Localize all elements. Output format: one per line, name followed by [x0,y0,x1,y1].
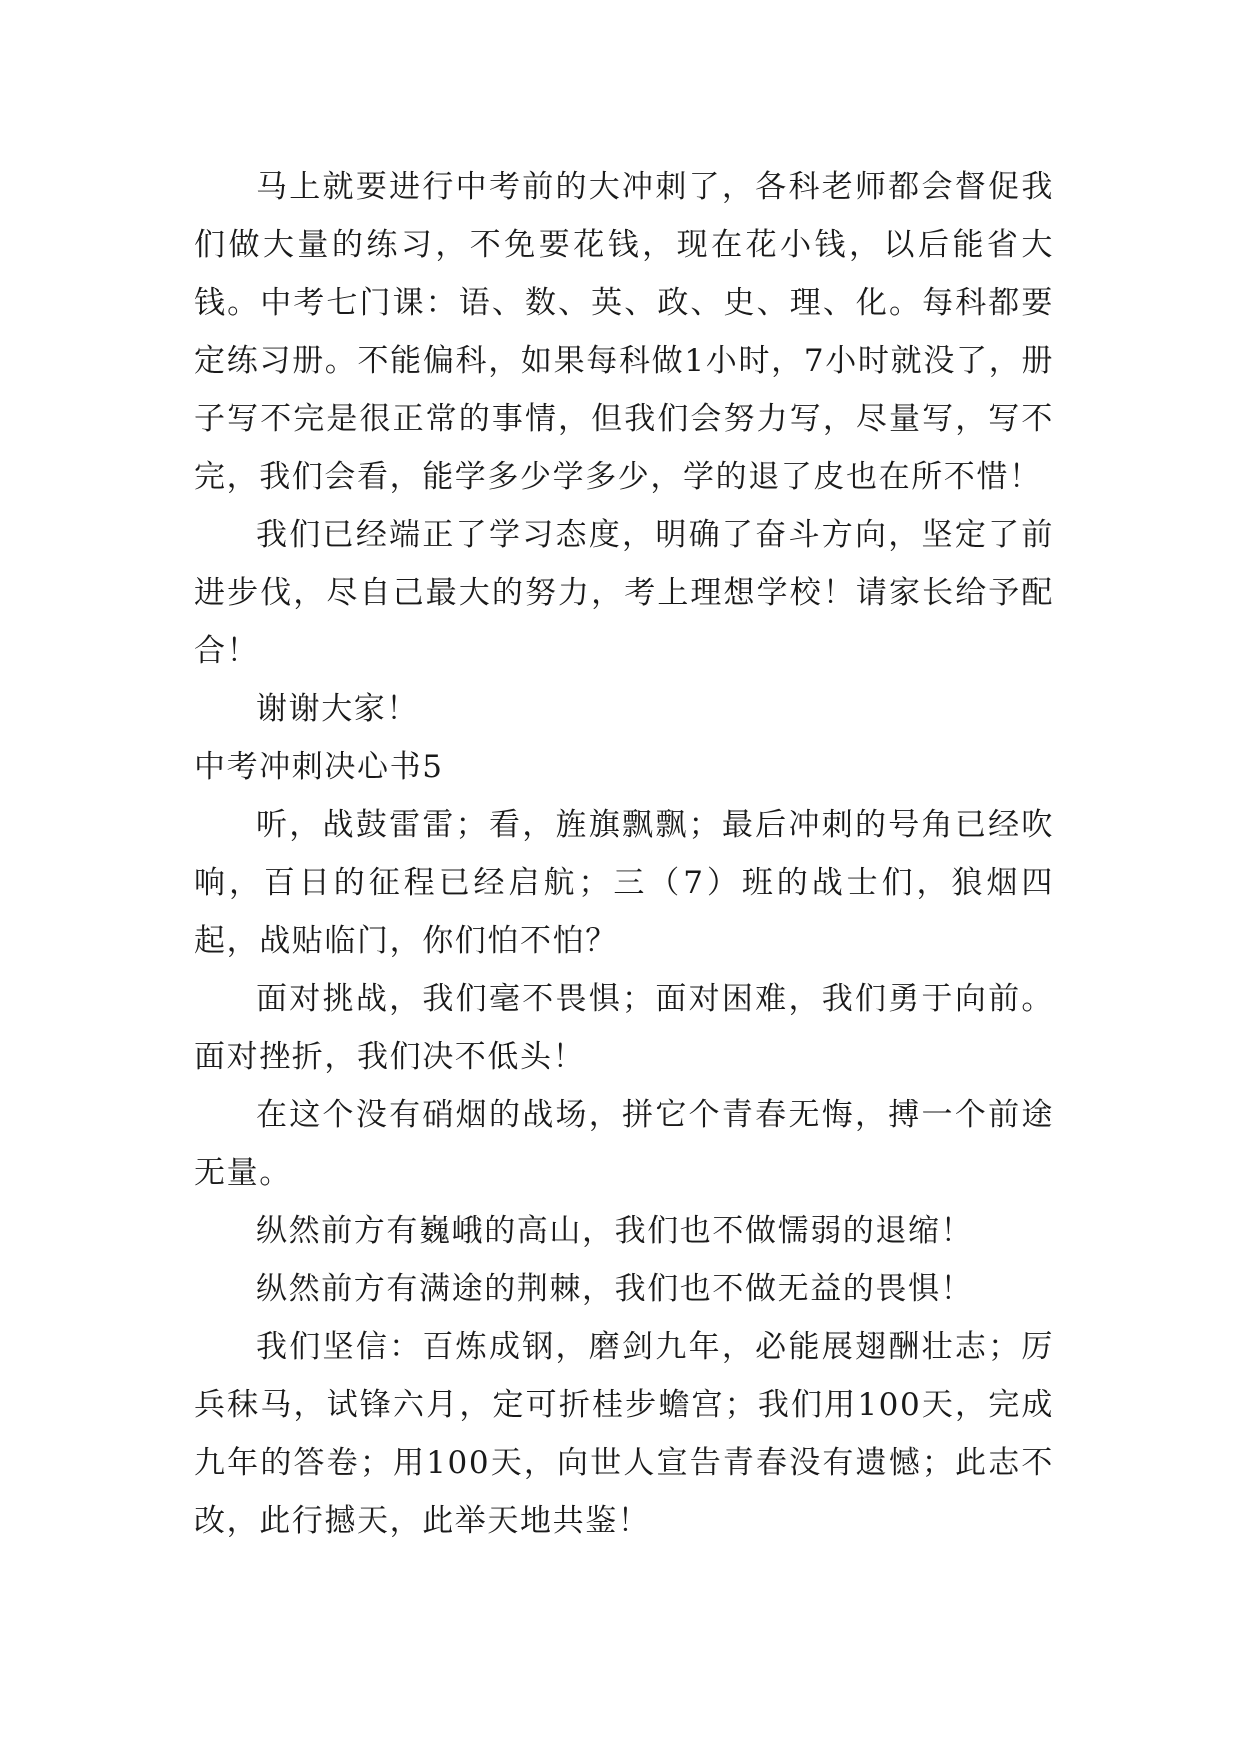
paragraph: 听，战鼓雷雷；看，旌旗飘飘；最后冲刺的号角已经吹响，百日的征程已经启航；三（7）班的战士们，狼烟四起，战贴临门，你们怕不怕？ [194,807,1054,959]
paragraph: 面对挑战，我们毫不畏惧；面对困难，我们勇于向前。面对挫折，我们决不低头！ [194,981,1054,1075]
paragraph: 在这个没有硝烟的战场，拼它个青春无悔，搏一个前途无量。 [194,1097,1054,1191]
paragraph: 我们已经端正了学习态度，明确了奋斗方向，坚定了前进步伐，尽自己最大的努力，考上理想学校！请家长给予配合！ [194,517,1054,669]
section-heading: 中考冲刺决心书5 [194,749,444,785]
paragraph: 我们坚信：百炼成钢，磨剑九年，必能展翅酬壮志；厉兵秣马，试锋六月，定可折桂步蟾宫；我们用100天，完成九年的答卷；用100天，向世人宣告青春没有遗憾；此志不改，此行撼天，此举天地共鉴！ [194,1329,1054,1539]
paragraph: 马上就要进行中考前的大冲刺了，各科老师都会督促我们做大量的练习，不免要花钱，现在花小钱，以后能省大钱。中考七门课：语、数、英、政、史、理、化。每科都要定练习册。不能偏科，如果每科做1小时，7小时就没了，册子写不完是很正常的事情，但我们会努力写，尽量写，写不完，我们会看，能学多少学多少，学的退了皮也在所不惜！ [194,169,1054,495]
paragraph: 谢谢大家！ [256,691,419,727]
paragraph: 纵然前方有巍峨的高山，我们也不做懦弱的退缩！ [256,1213,974,1249]
document-page [194,158,1054,1550]
paragraph: 纵然前方有满途的荆棘，我们也不做无益的畏惧！ [256,1271,974,1307]
